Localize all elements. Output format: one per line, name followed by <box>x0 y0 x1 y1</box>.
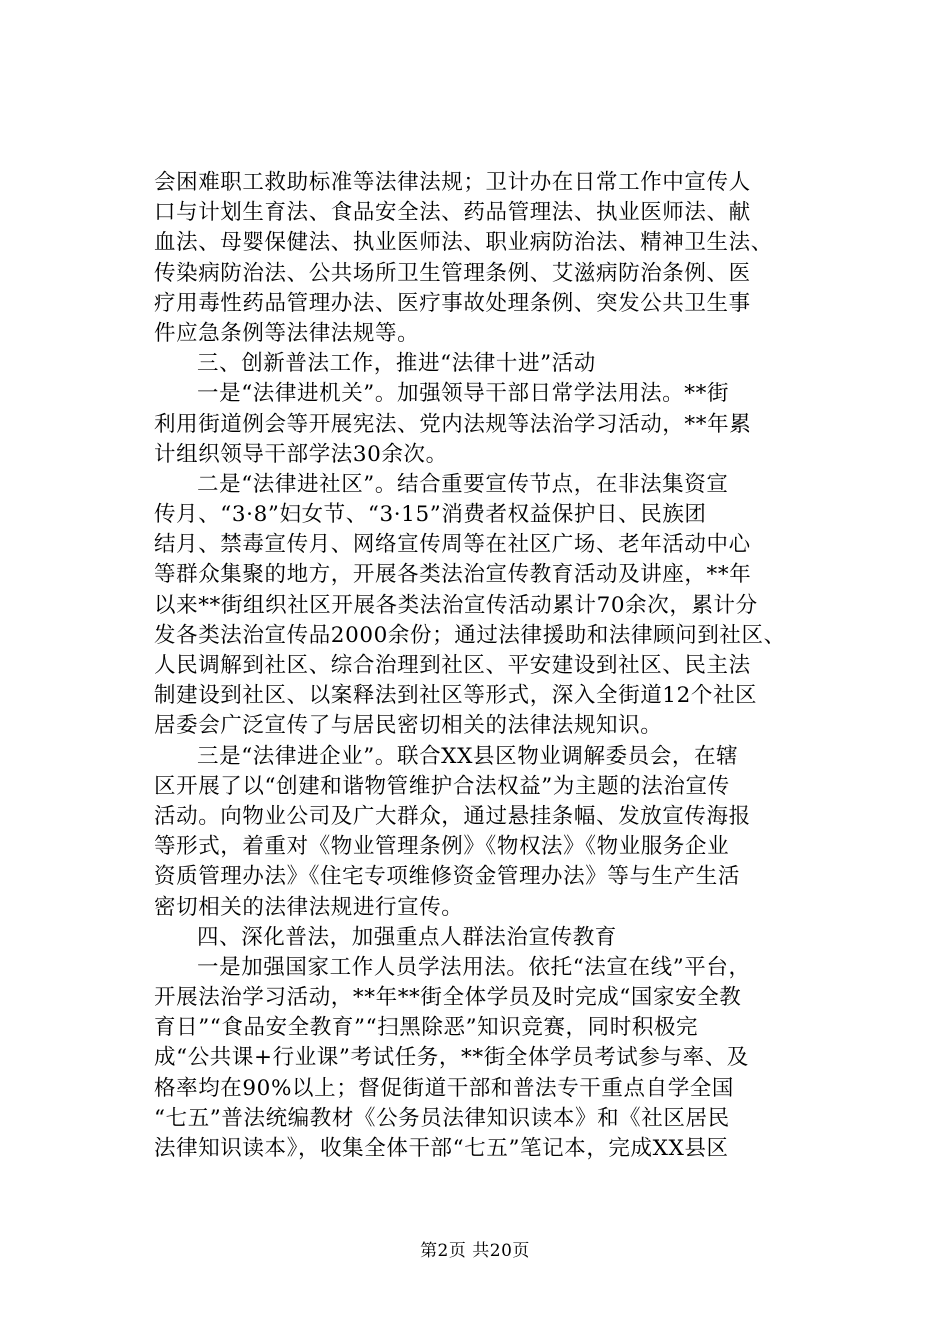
page-footer: 第2页 共20页 <box>420 1241 530 1261</box>
text-line: 区开展了以“创建和谐物管维护合法权益”为主题的法治宣传 <box>154 773 730 799</box>
text-line: 资质管理办法》《住宅专项维修资金管理办法》等与生产生活 <box>154 864 740 890</box>
text-line: 二是“法律进社区”。结合重要宣传节点，在非法集资宣 <box>197 471 729 497</box>
text-line: 三、创新普法工作，推进“法律十进”活动 <box>197 351 596 377</box>
text-line: 件应急条例等法律法规等。 <box>154 320 420 346</box>
text-line: 一是“法律进机关”。加强领导干部日常学法用法。**街 <box>197 381 730 407</box>
text-line: 以来**街组织社区开展各类法治宣传活动累计70余次，累计分 <box>154 592 758 618</box>
text-line: 利用街道例会等开展宪法、党内法规等法治学习活动，**年累 <box>154 411 752 437</box>
text-line: 密切相关的法律法规进行宣传。 <box>154 894 464 920</box>
text-line: 四、深化普法，加强重点人群法治宣传教育 <box>197 924 617 950</box>
text-line: 口与计划生育法、食品安全法、药品管理法、执业医师法、献 <box>154 200 751 226</box>
text-line: 传染病防治法、公共场所卫生管理条例、艾滋病防治条例、医 <box>154 260 751 286</box>
text-line: 发各类法治宣传品2000余份；通过法律援助和法律顾问到社区、 <box>154 622 786 648</box>
text-line: 结月、禁毒宣传月、网络宣传周等在社区广场、老年活动中心 <box>154 532 751 558</box>
text-line: 会困难职工救助标准等法律法规；卫计办在日常工作中宣传人 <box>154 170 751 195</box>
text-line: 制建设到社区、以案释法到社区等形式，深入全街道12个社区 <box>154 683 758 709</box>
document-body <box>154 168 834 1164</box>
text-line: 等形式，着重对《物业管理条例》《物权法》《物业服务企业 <box>154 834 730 860</box>
text-line: 居委会广泛宣传了与居民密切相关的法律法规知识。 <box>154 713 663 739</box>
text-line: 计组织领导干部学法30余次。 <box>154 441 448 467</box>
text-line: 育日”“食品安全教育”“扫黑除恶”知识竞赛，同时积极完 <box>154 1015 699 1041</box>
text-line: 活动。向物业公司及广大群众，通过悬挂条幅、发放宣传海报 <box>154 803 751 829</box>
text-line: 一是加强国家工作人员学法用法。依托“法宣在线”平台， <box>197 954 751 980</box>
text-line: 三是“法律进企业”。联合XX县区物业调解委员会，在辖 <box>197 743 739 769</box>
text-line: 格率均在90%以上；督促街道干部和普法专干重点自学全国 <box>154 1075 734 1101</box>
text-line: “七五”普法统编教材《公务员法律知识读本》和《社区居民 <box>154 1105 730 1131</box>
text-line: 人民调解到社区、综合治理到社区、平安建设到社区、民主法 <box>154 653 751 678</box>
text-line: 开展法治学习活动，**年**街全体学员及时完成“国家安全教 <box>154 985 742 1011</box>
text-line: 疗用毒性药品管理办法、医疗事故处理条例、突发公共卫生事 <box>154 290 751 316</box>
text-line: 传月、“3·8”妇女节、“3·15”消费者权益保护日、民族团 <box>154 502 707 528</box>
text-line: 血法、母婴保健法、执业医师法、职业病防治法、精神卫生法、 <box>154 230 773 256</box>
text-line: 法律知识读本》，收集全体干部“七五”笔记本，完成XX县区 <box>154 1136 729 1161</box>
text-line: 等群众集聚的地方，开展各类法治宣传教育活动及讲座，**年 <box>154 562 752 588</box>
text-line: 成“公共课+行业课”考试任务，**街全体学员考试参与率、及 <box>154 1045 749 1071</box>
